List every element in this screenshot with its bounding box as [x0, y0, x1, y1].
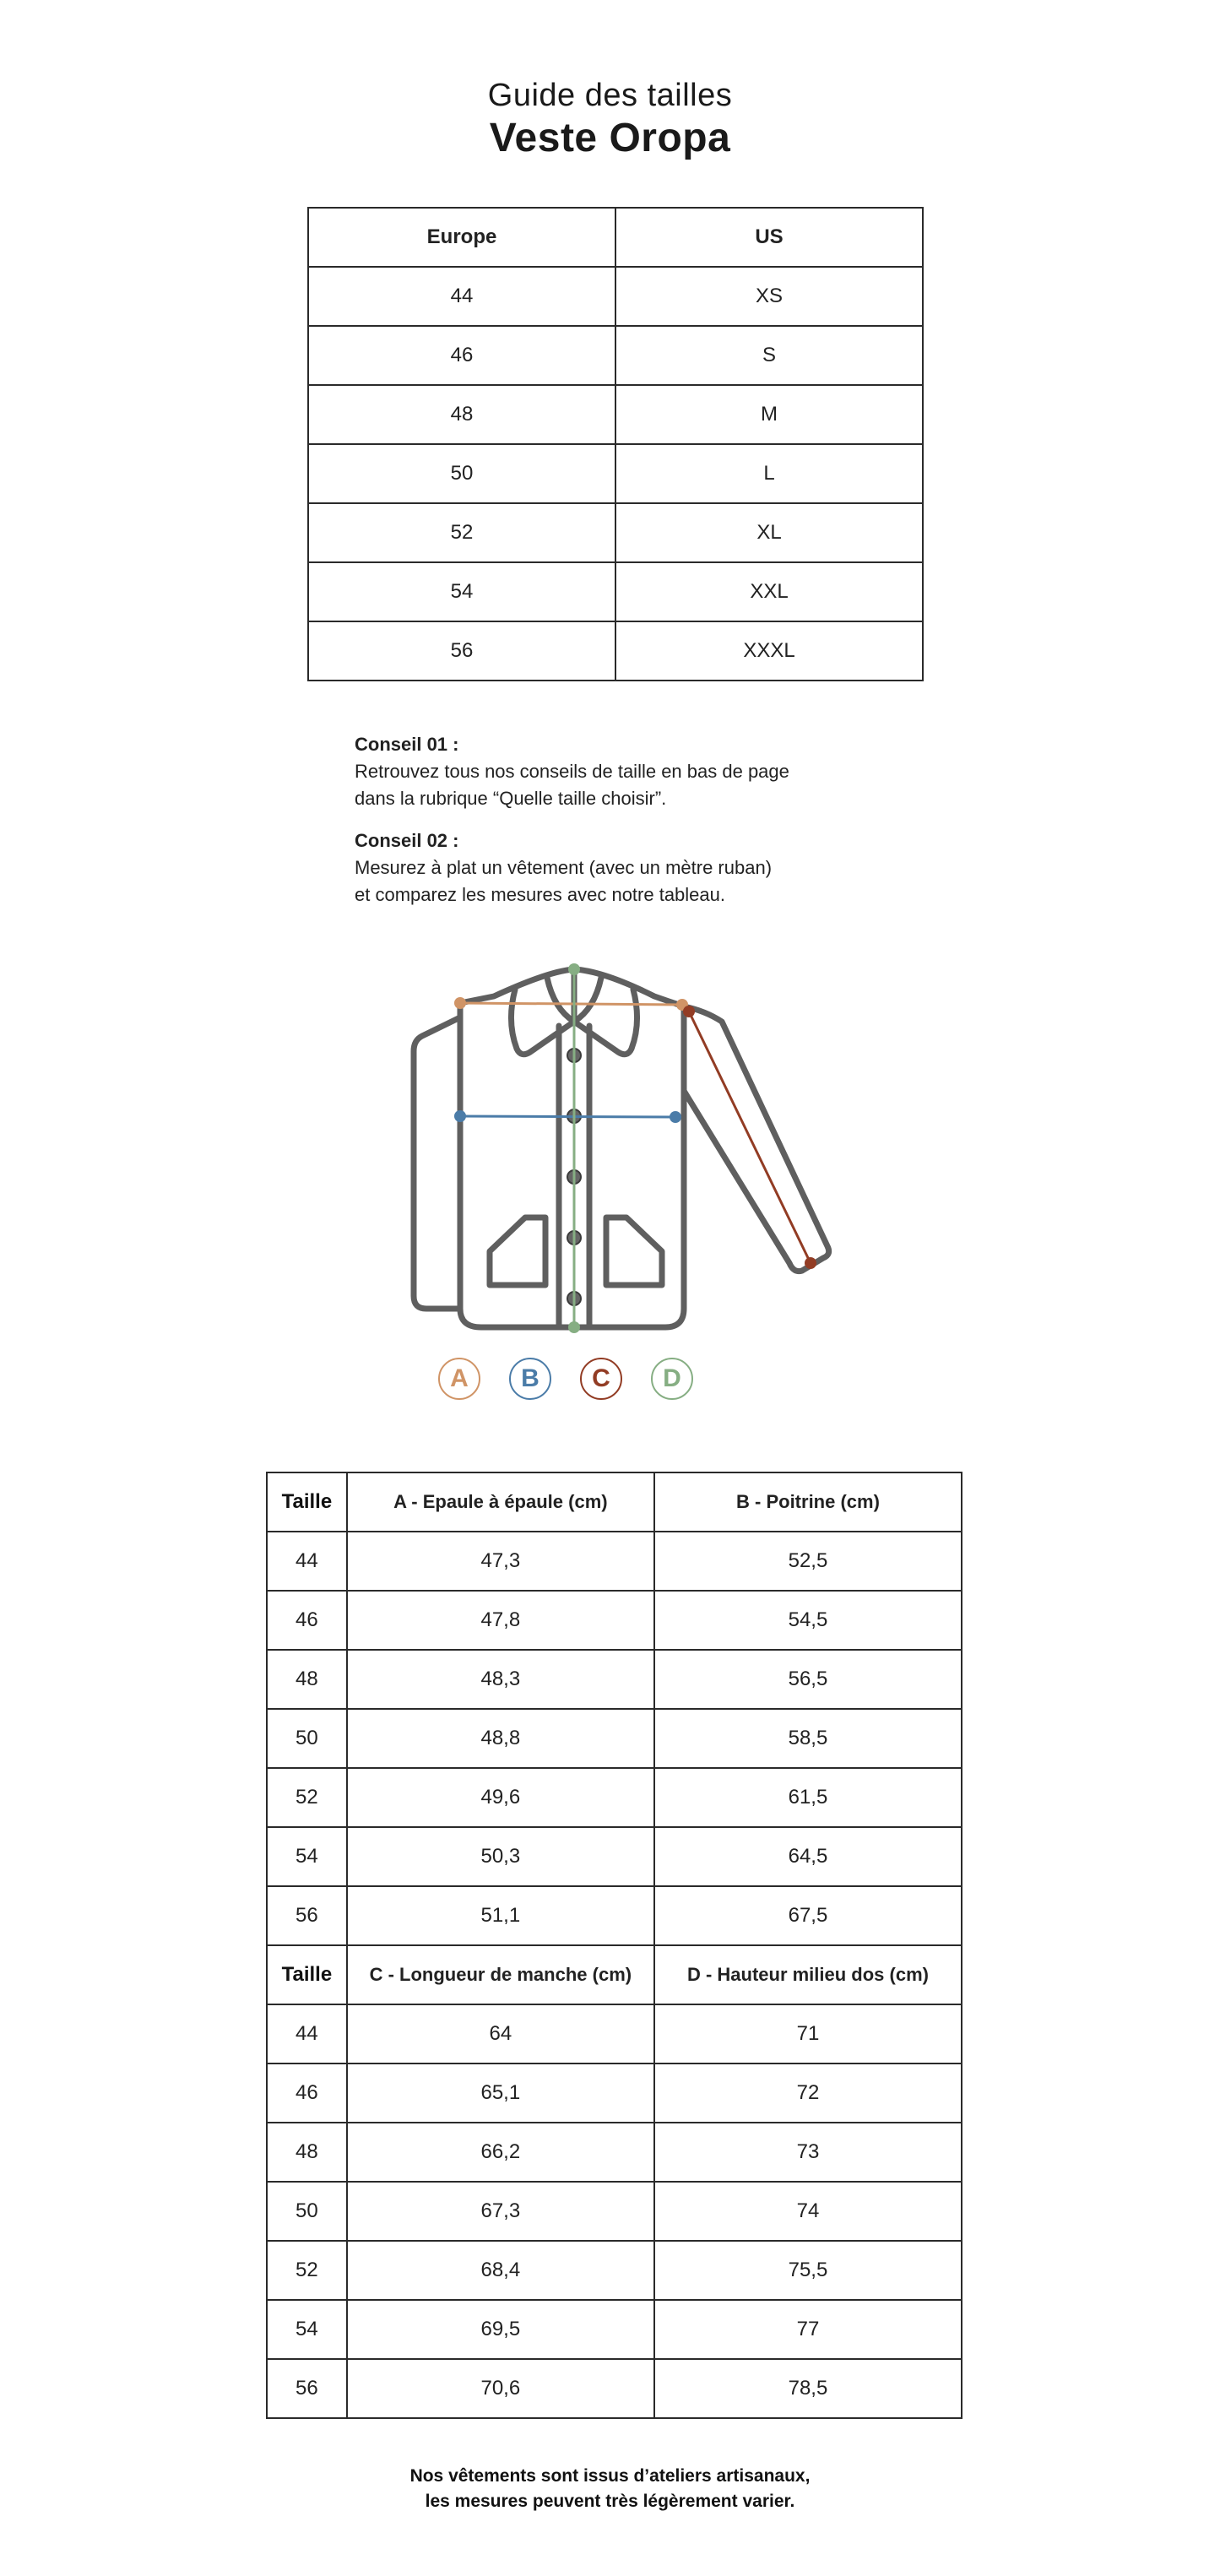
cell-size: 50	[267, 1709, 347, 1768]
cell-us: XL	[615, 503, 923, 562]
column-header-chest: B - Poitrine (cm)	[654, 1472, 962, 1532]
table-row	[267, 1650, 962, 1709]
tip-text-line: Mesurez à plat un vêtement (avec un mètre ruban)	[355, 857, 773, 878]
cell-sleeve: 65,1	[347, 2064, 654, 2123]
page-subtitle: Guide des tailles	[487, 78, 733, 113]
table-row	[308, 621, 923, 681]
cell-shoulder: 48,3	[347, 1650, 654, 1709]
tip-text-line: et comparez les mesures avec notre tableau.	[355, 884, 726, 905]
table-row	[267, 2004, 962, 2064]
cell-back-height: 78,5	[654, 2359, 962, 2418]
table-row	[267, 1709, 962, 1768]
cell-size: 54	[267, 1827, 347, 1886]
table-row	[308, 385, 923, 444]
table-row	[267, 2359, 962, 2418]
tip-text-line: Retrouvez tous nos conseils de taille en bas de page	[355, 761, 789, 782]
cell-size: 48	[267, 2123, 347, 2182]
cell-shoulder: 47,3	[347, 1532, 654, 1591]
table-row	[267, 2123, 962, 2182]
footer-line: Nos vêtements sont issus d’ateliers artisanaux,	[409, 2466, 811, 2486]
measure-line-c	[683, 1006, 816, 1269]
cell-europe: 56	[308, 621, 615, 681]
tips-section	[355, 731, 895, 924]
table-header-row	[308, 208, 923, 267]
table-row	[308, 326, 923, 385]
table-row	[267, 1886, 962, 1945]
cell-size: 46	[267, 1591, 347, 1650]
footer-note	[0, 2464, 1220, 2514]
cell-us: XS	[615, 267, 923, 326]
measurement-legend	[0, 1358, 1220, 1408]
cell-sleeve: 69,5	[347, 2300, 654, 2359]
cell-shoulder: 48,8	[347, 1709, 654, 1768]
tip-01	[355, 731, 895, 812]
table-row	[267, 1827, 962, 1886]
table-row	[267, 2300, 962, 2359]
cell-back-height: 71	[654, 2004, 962, 2064]
cell-size: 52	[267, 2241, 347, 2300]
cell-europe: 52	[308, 503, 615, 562]
cell-europe: 46	[308, 326, 615, 385]
cell-europe: 54	[308, 562, 615, 621]
cell-size: 44	[267, 1532, 347, 1591]
table-row	[308, 267, 923, 326]
size-conversion-table	[307, 207, 924, 681]
cell-chest: 64,5	[654, 1827, 962, 1886]
legend-letter: D	[663, 1364, 681, 1392]
table-row	[267, 1532, 962, 1591]
cell-back-height: 75,5	[654, 2241, 962, 2300]
cell-size: 52	[267, 1768, 347, 1827]
cell-size: 56	[267, 2359, 347, 2418]
table-row	[308, 503, 923, 562]
tip-title: Conseil 02 :	[355, 830, 459, 851]
cell-back-height: 74	[654, 2182, 962, 2241]
cell-size: 44	[267, 2004, 347, 2064]
cell-shoulder: 51,1	[347, 1886, 654, 1945]
cell-size: 48	[267, 1650, 347, 1709]
legend-b-badge	[509, 1358, 551, 1400]
legend-a-badge	[438, 1358, 480, 1400]
table-row	[267, 1591, 962, 1650]
cell-chest: 56,5	[654, 1650, 962, 1709]
cell-size: 46	[267, 2064, 347, 2123]
table-row	[267, 1768, 962, 1827]
column-header-taille: Taille	[267, 1945, 347, 2004]
table-row	[267, 2241, 962, 2300]
cell-sleeve: 67,3	[347, 2182, 654, 2241]
table-row	[267, 2064, 962, 2123]
column-header-back-height: D - Hauteur milieu dos (cm)	[654, 1945, 962, 2004]
cell-sleeve: 70,6	[347, 2359, 654, 2418]
table-header-row	[267, 1945, 962, 2004]
cell-us: L	[615, 444, 923, 503]
tip-title: Conseil 01 :	[355, 734, 459, 755]
cell-size: 50	[267, 2182, 347, 2241]
cell-sleeve: 64	[347, 2004, 654, 2064]
cell-us: M	[615, 385, 923, 444]
cell-chest: 67,5	[654, 1886, 962, 1945]
legend-c-badge	[580, 1358, 622, 1400]
cell-sleeve: 68,4	[347, 2241, 654, 2300]
legend-letter: A	[450, 1364, 469, 1392]
cell-us: XXL	[615, 562, 923, 621]
cell-shoulder: 47,8	[347, 1591, 654, 1650]
cell-europe: 48	[308, 385, 615, 444]
cell-sleeve: 66,2	[347, 2123, 654, 2182]
legend-letter: C	[592, 1364, 610, 1392]
column-header-taille: Taille	[267, 1472, 347, 1532]
column-header-shoulder: A - Epaule à épaule (cm)	[347, 1472, 654, 1532]
table-row	[308, 562, 923, 621]
legend-d-badge	[651, 1358, 693, 1400]
column-header-us: US	[615, 208, 923, 267]
column-header-sleeve: C - Longueur de manche (cm)	[347, 1945, 654, 2004]
table-row	[267, 2182, 962, 2241]
jacket-measurement-diagram	[397, 954, 836, 1342]
column-header-europe: Europe	[308, 208, 615, 267]
cell-shoulder: 50,3	[347, 1827, 654, 1886]
table-header-row	[267, 1472, 962, 1532]
cell-back-height: 77	[654, 2300, 962, 2359]
cell-europe: 44	[308, 267, 615, 326]
cell-shoulder: 49,6	[347, 1768, 654, 1827]
page-title: Veste Oropa	[489, 116, 731, 160]
cell-europe: 50	[308, 444, 615, 503]
cell-size: 56	[267, 1886, 347, 1945]
cell-chest: 58,5	[654, 1709, 962, 1768]
table-row	[308, 444, 923, 503]
cell-size: 54	[267, 2300, 347, 2359]
tip-text-line: dans la rubrique “Quelle taille choisir”.	[355, 788, 667, 809]
cell-us: XXXL	[615, 621, 923, 681]
cell-back-height: 73	[654, 2123, 962, 2182]
cell-us: S	[615, 326, 923, 385]
cell-chest: 52,5	[654, 1532, 962, 1591]
cell-back-height: 72	[654, 2064, 962, 2123]
measurements-table	[266, 1472, 962, 2419]
cell-chest: 54,5	[654, 1591, 962, 1650]
tip-02	[355, 827, 895, 908]
footer-line: les mesures peuvent très légèrement varier.	[425, 2492, 795, 2511]
legend-letter: B	[521, 1364, 540, 1392]
cell-chest: 61,5	[654, 1768, 962, 1827]
